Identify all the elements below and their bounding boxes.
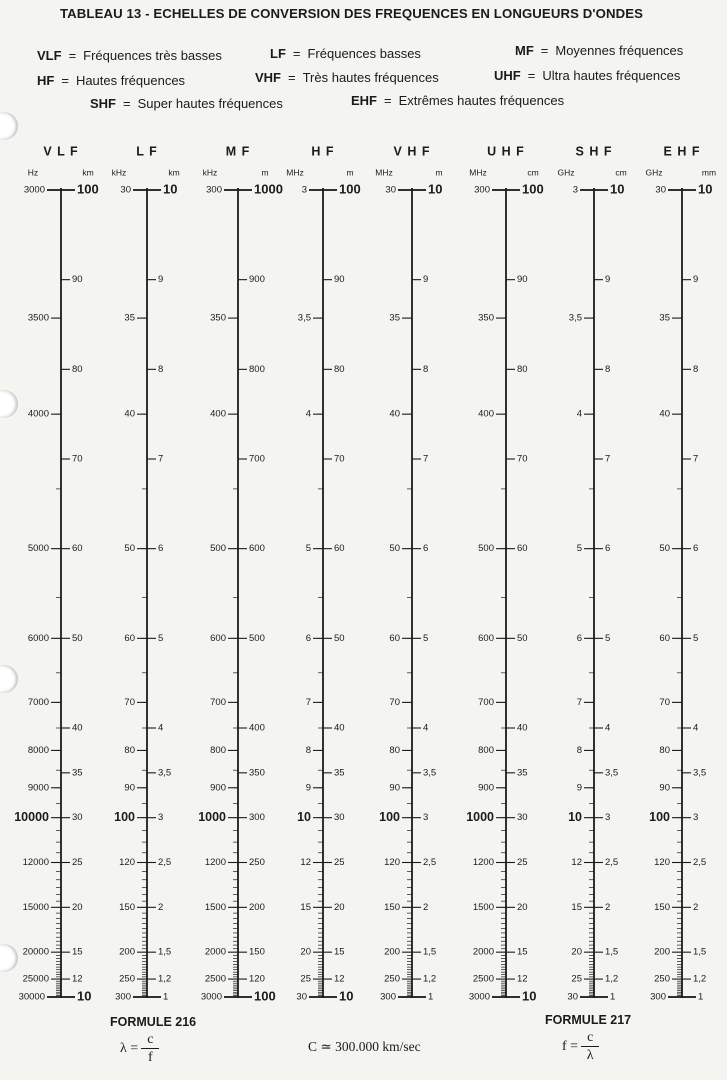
uhf-freq-label: 2000 <box>472 946 494 958</box>
uhf-freq-label: 700 <box>478 696 494 708</box>
shf-freq-label: 5 <box>576 543 582 555</box>
formula-216 <box>120 1032 159 1065</box>
hf-freq-label: 8 <box>305 744 311 756</box>
ehf-freq-label: 40 <box>659 408 670 420</box>
vhf-freq-label: 50 <box>389 543 400 555</box>
vhf-freq-label: 80 <box>389 744 400 756</box>
vlf-freq-label: 9000 <box>27 782 49 794</box>
vlf-wave-label: 12 <box>72 973 83 985</box>
hf-freq-label: 3 <box>301 184 307 196</box>
ehf-wave-label: 2,5 <box>693 857 707 869</box>
vlf-wave-label: 10 <box>77 988 92 1004</box>
mf-wave-label: 120 <box>249 973 265 985</box>
ehf-wave-label: 8 <box>693 363 699 375</box>
uhf-freq-label: 600 <box>478 632 494 644</box>
vhf-wave-label: 3,5 <box>423 767 437 779</box>
formula-216-fraction <box>141 1032 159 1065</box>
vhf-wave-label: 1,2 <box>423 973 437 985</box>
vlf-wave-label: 80 <box>72 363 83 375</box>
uhf-wave-label: 10 <box>522 988 537 1004</box>
lf-wave-label: 10 <box>163 181 178 197</box>
ehf-freq-label: 200 <box>654 946 670 958</box>
shf-freq-label: 20 <box>571 946 582 958</box>
vlf-wave-label: 70 <box>72 453 83 465</box>
lf-wave-label: 8 <box>158 363 164 375</box>
vlf-wave-label: 60 <box>72 543 83 555</box>
hf-freq-label: 30 <box>296 991 307 1003</box>
shf-freq-unit: GHz <box>557 167 575 178</box>
vhf-wave-label: 3 <box>423 812 429 824</box>
legend-text: Extrêmes hautes fréquences <box>398 93 565 108</box>
vhf-freq-unit: MHz <box>375 167 393 178</box>
ehf-freq-label: 50 <box>659 543 670 555</box>
hf-freq-label: 6 <box>305 632 311 644</box>
vhf-wave-label: 5 <box>423 632 429 644</box>
legend-text: Super hautes fréquences <box>137 96 283 111</box>
lf-freq-label: 150 <box>119 901 135 913</box>
vlf-freq-label: 20000 <box>22 946 49 958</box>
lf-wave-label: 6 <box>158 543 164 555</box>
uhf-freq-label: 500 <box>478 543 494 555</box>
uhf-wave-label: 50 <box>517 632 528 644</box>
shf-wave-label: 9 <box>605 274 611 286</box>
uhf-freq-label: 400 <box>478 408 494 420</box>
shf-freq-label: 15 <box>571 901 582 913</box>
formula-216-title: FORMULE 216 <box>110 1015 197 1029</box>
vlf-wave-label: 50 <box>72 632 83 644</box>
uhf-freq-label: 900 <box>478 782 494 794</box>
mf-wave-label: 800 <box>249 363 265 375</box>
hf-wave-label: 15 <box>334 946 345 958</box>
mf-freq-label: 3000 <box>200 991 222 1003</box>
hf-wave-label: 20 <box>334 901 345 913</box>
vhf-wave-label: 2 <box>423 901 429 913</box>
hf-scale-name: H F <box>311 144 335 159</box>
lf-wave-unit: km <box>168 167 180 178</box>
vlf-freq-unit: Hz <box>27 167 39 178</box>
shf-freq-label: 6 <box>576 632 582 644</box>
vlf-wave-label: 35 <box>72 767 83 779</box>
shf-wave-label: 2 <box>605 901 611 913</box>
hf-wave-label: 30 <box>334 812 345 824</box>
uhf-wave-label: 15 <box>517 946 528 958</box>
hf-wave-label: 90 <box>334 274 345 286</box>
ehf-freq-label: 30 <box>655 184 666 196</box>
vhf-scale-name: V H F <box>393 144 431 159</box>
ehf-wave-label: 3,5 <box>693 767 707 779</box>
ehf-wave-label: 1 <box>698 991 704 1003</box>
mf-scale-name: M F <box>225 144 251 159</box>
ehf-freq-label: 70 <box>659 696 670 708</box>
uhf-freq-label: 1200 <box>472 857 494 869</box>
lf-freq-label: 80 <box>124 744 135 756</box>
vhf-freq-label: 120 <box>384 857 400 869</box>
vlf-freq-label: 4000 <box>27 408 49 420</box>
lf-wave-label: 5 <box>158 632 164 644</box>
legend-abbr: EHF <box>351 93 377 108</box>
vlf-freq-label: 25000 <box>22 973 49 985</box>
uhf-freq-label: 350 <box>478 312 494 324</box>
ehf-scale-name: E H F <box>663 144 701 159</box>
mf-wave-label: 600 <box>249 543 265 555</box>
ehf-freq-label: 120 <box>654 857 670 869</box>
legend-eq: = <box>68 48 77 63</box>
mf-freq-unit: kHz <box>202 167 218 178</box>
lf-wave-label: 4 <box>158 722 164 734</box>
hf-freq-label: 3,5 <box>297 312 311 324</box>
mf-freq-label: 1000 <box>198 809 226 824</box>
legend-eq: = <box>61 73 69 88</box>
uhf-wave-label: 20 <box>517 901 528 913</box>
hf-freq-label: 4 <box>305 408 311 420</box>
legend-abbr: LF <box>270 46 286 61</box>
shf-wave-label: 8 <box>605 363 611 375</box>
light-speed-constant: C ≃ 300.000 km/sec <box>308 1039 421 1054</box>
uhf-freq-label: 1500 <box>472 901 494 913</box>
hf-wave-label: 80 <box>334 363 345 375</box>
formula-217-title: FORMULE 217 <box>545 1013 632 1027</box>
uhf-wave-unit: cm <box>527 167 539 178</box>
mf-freq-label: 2500 <box>204 973 226 985</box>
vlf-freq-label: 7000 <box>27 696 49 708</box>
uhf-freq-label: 800 <box>478 744 494 756</box>
mf-wave-label: 700 <box>249 453 265 465</box>
uhf-freq-unit: MHz <box>469 167 487 178</box>
vlf-wave-label: 20 <box>72 901 83 913</box>
hf-freq-label: 12 <box>300 857 311 869</box>
uhf-freq-label: 2500 <box>472 973 494 985</box>
lf-freq-label: 30 <box>120 184 131 196</box>
mf-freq-label: 400 <box>210 408 226 420</box>
mf-freq-label: 2000 <box>204 946 226 958</box>
ehf-wave-label: 9 <box>693 274 699 286</box>
shf-freq-label: 30 <box>567 991 578 1003</box>
uhf-wave-label: 25 <box>517 857 528 869</box>
formula-216-lhs: λ = <box>120 1040 139 1056</box>
uhf-wave-label: 30 <box>517 812 528 824</box>
vhf-wave-label: 6 <box>423 543 429 555</box>
vlf-freq-label: 30000 <box>18 991 45 1003</box>
legend-abbr: UHF <box>494 68 521 83</box>
mf-wave-label: 100 <box>254 988 276 1004</box>
mf-freq-label: 900 <box>210 782 226 794</box>
vlf-wave-label: 30 <box>72 812 83 824</box>
ehf-freq-label: 100 <box>649 809 670 824</box>
shf-wave-label: 4 <box>605 722 611 734</box>
hf-wave-label: 25 <box>334 857 345 869</box>
vlf-wave-label: 25 <box>72 857 83 869</box>
shf-freq-label: 3,5 <box>568 312 582 324</box>
legend-abbr: HF <box>37 73 55 88</box>
vlf-wave-label: 40 <box>72 722 83 734</box>
vlf-freq-label: 12000 <box>22 857 49 869</box>
lf-freq-label: 50 <box>124 543 135 555</box>
vhf-wave-label: 10 <box>428 181 443 197</box>
vhf-wave-label: 1 <box>428 991 434 1003</box>
vhf-wave-label: 9 <box>423 274 429 286</box>
vhf-freq-label: 300 <box>380 991 396 1003</box>
shf-freq-label: 8 <box>576 744 582 756</box>
legend-eq: = <box>384 93 392 108</box>
ehf-freq-label: 150 <box>654 901 670 913</box>
hf-wave-label: 100 <box>339 181 361 197</box>
mf-wave-label: 300 <box>249 812 265 824</box>
ehf-freq-label: 300 <box>650 991 666 1003</box>
mf-freq-label: 800 <box>210 744 226 756</box>
shf-wave-label: 3 <box>605 812 611 824</box>
ehf-wave-unit: mm <box>701 167 717 178</box>
shf-wave-label: 7 <box>605 453 611 465</box>
lf-wave-label: 9 <box>158 274 164 286</box>
vlf-wave-label: 100 <box>77 181 99 197</box>
mf-freq-label: 300 <box>206 184 222 196</box>
vhf-freq-label: 250 <box>384 973 400 985</box>
shf-freq-label: 25 <box>571 973 582 985</box>
uhf-wave-label: 12 <box>517 973 528 985</box>
legend-abbr: SHF <box>90 96 116 111</box>
shf-freq-label: 7 <box>576 696 582 708</box>
lf-freq-label: 300 <box>115 991 131 1003</box>
vlf-freq-label: 5000 <box>27 543 49 555</box>
lf-wave-label: 7 <box>158 453 164 465</box>
legend-eq: = <box>292 46 301 61</box>
shf-wave-label: 1,2 <box>605 973 619 985</box>
lf-wave-label: 2,5 <box>158 857 172 869</box>
vlf-freq-label: 8000 <box>27 744 49 756</box>
legend-text: Hautes fréquences <box>75 73 186 88</box>
lf-wave-label: 1 <box>163 991 169 1003</box>
mf-wave-label: 150 <box>249 946 265 958</box>
vhf-freq-label: 150 <box>384 901 400 913</box>
hf-wave-label: 70 <box>334 453 345 465</box>
vhf-freq-label: 35 <box>389 312 400 324</box>
lf-freq-unit: kHz <box>111 167 127 178</box>
shf-scale-name: S H F <box>575 144 613 159</box>
shf-wave-label: 2,5 <box>605 857 619 869</box>
mf-freq-label: 500 <box>210 543 226 555</box>
ehf-wave-label: 4 <box>693 722 699 734</box>
ehf-wave-label: 10 <box>698 181 713 197</box>
ehf-wave-label: 3 <box>693 812 699 824</box>
hf-wave-label: 40 <box>334 722 345 734</box>
shf-freq-label: 12 <box>571 857 582 869</box>
uhf-wave-label: 80 <box>517 363 528 375</box>
uhf-wave-label: 70 <box>517 453 528 465</box>
uhf-wave-label: 35 <box>517 767 528 779</box>
formula-216-numerator: c <box>141 1032 159 1049</box>
ehf-wave-label: 6 <box>693 543 699 555</box>
vlf-freq-label: 6000 <box>27 632 49 644</box>
ehf-wave-label: 5 <box>693 632 699 644</box>
lf-freq-label: 60 <box>124 632 135 644</box>
lf-scale-name: L F <box>136 144 158 159</box>
formula-217-numerator: c <box>581 1030 599 1047</box>
mf-wave-label: 250 <box>249 857 265 869</box>
mf-wave-label: 400 <box>249 722 265 734</box>
mf-wave-label: 500 <box>249 632 265 644</box>
shf-freq-label: 9 <box>576 782 582 794</box>
formula-216-denominator: f <box>147 1050 153 1065</box>
legend-text: Ultra hautes fréquences <box>542 68 681 83</box>
ehf-freq-unit: GHz <box>645 167 663 178</box>
uhf-scale-name: U H F <box>487 144 525 159</box>
lf-wave-label: 1,2 <box>158 973 172 985</box>
legend-eq: = <box>288 70 296 85</box>
mf-wave-label: 1000 <box>254 181 283 197</box>
legend-abbr: VHF <box>255 70 281 85</box>
vhf-wave-label: 4 <box>423 722 429 734</box>
lf-freq-label: 40 <box>124 408 135 420</box>
page-title: TABLEAU 13 - ECHELLES DE CONVERSION DES FREQUENCES EN LONGUEURS D'ONDES <box>60 6 643 21</box>
hf-freq-label: 25 <box>300 973 311 985</box>
formula-217-fraction <box>581 1030 599 1063</box>
mf-wave-label: 900 <box>249 274 265 286</box>
lf-freq-label: 120 <box>119 857 135 869</box>
vlf-wave-unit: km <box>82 167 94 178</box>
legend-text: Très hautes fréquences <box>302 70 439 85</box>
shf-wave-label: 10 <box>610 181 625 197</box>
shf-wave-label: 1 <box>610 991 616 1003</box>
mf-freq-label: 1500 <box>204 901 226 913</box>
vlf-freq-label: 10000 <box>14 809 49 824</box>
ehf-freq-label: 35 <box>659 312 670 324</box>
vhf-wave-label: 8 <box>423 363 429 375</box>
vhf-freq-label: 70 <box>389 696 400 708</box>
vhf-freq-label: 100 <box>379 809 400 824</box>
shf-freq-label: 4 <box>576 408 582 420</box>
hf-freq-unit: MHz <box>286 167 304 178</box>
uhf-freq-label: 300 <box>474 184 490 196</box>
hf-wave-label: 12 <box>334 973 345 985</box>
formula-217 <box>562 1030 599 1063</box>
legend-eq: = <box>540 43 549 58</box>
vlf-freq-label: 15000 <box>22 901 49 913</box>
legend-text: Fréquences basses <box>307 46 421 61</box>
legend-text: Moyennes fréquences <box>555 43 684 58</box>
ehf-wave-label: 1,2 <box>693 973 707 985</box>
uhf-wave-label: 100 <box>522 181 544 197</box>
hf-freq-label: 15 <box>300 901 311 913</box>
mf-freq-label: 600 <box>210 632 226 644</box>
legend-abbr: MF <box>515 43 534 58</box>
uhf-wave-label: 60 <box>517 543 528 555</box>
vhf-freq-label: 60 <box>389 632 400 644</box>
lf-wave-label: 3 <box>158 812 164 824</box>
ehf-wave-label: 1,5 <box>693 946 707 958</box>
mf-wave-label: 200 <box>249 901 265 913</box>
mf-freq-label: 1200 <box>204 857 226 869</box>
hf-freq-label: 7 <box>305 696 311 708</box>
vlf-scale-name: V L F <box>43 144 79 159</box>
ehf-wave-label: 2 <box>693 901 699 913</box>
hf-freq-label: 9 <box>305 782 311 794</box>
hf-freq-label: 10 <box>297 809 311 824</box>
uhf-wave-label: 40 <box>517 722 528 734</box>
lf-freq-label: 35 <box>124 312 135 324</box>
mf-wave-unit: m <box>261 167 269 178</box>
legend-eq: = <box>527 68 536 83</box>
vhf-wave-label: 1,5 <box>423 946 437 958</box>
shf-wave-unit: cm <box>615 167 627 178</box>
ehf-freq-label: 90 <box>659 782 670 794</box>
shf-wave-label: 6 <box>605 543 611 555</box>
shf-wave-label: 1,5 <box>605 946 619 958</box>
vhf-freq-label: 90 <box>389 782 400 794</box>
uhf-freq-label: 3000 <box>468 991 490 1003</box>
uhf-wave-label: 90 <box>517 274 528 286</box>
ehf-freq-label: 80 <box>659 744 670 756</box>
lf-wave-label: 3,5 <box>158 767 172 779</box>
vlf-freq-label: 3500 <box>27 312 49 324</box>
hf-wave-label: 10 <box>339 988 354 1004</box>
ehf-freq-label: 250 <box>654 973 670 985</box>
shf-freq-label: 3 <box>572 184 578 196</box>
shf-freq-label: 10 <box>568 809 582 824</box>
ehf-freq-label: 60 <box>659 632 670 644</box>
vlf-freq-label: 3000 <box>23 184 45 196</box>
shf-wave-label: 3,5 <box>605 767 619 779</box>
vhf-wave-label: 7 <box>423 453 429 465</box>
vhf-freq-label: 30 <box>385 184 396 196</box>
hf-wave-label: 35 <box>334 767 345 779</box>
hf-wave-label: 50 <box>334 632 345 644</box>
shf-wave-label: 5 <box>605 632 611 644</box>
legend-abbr: VLF <box>37 48 62 63</box>
formula-217-denominator: λ <box>586 1048 594 1063</box>
hf-freq-label: 20 <box>300 946 311 958</box>
uhf-freq-label: 1000 <box>466 809 494 824</box>
ehf-wave-label: 7 <box>693 453 699 465</box>
hf-wave-label: 60 <box>334 543 345 555</box>
legend-eq: = <box>123 96 131 111</box>
formula-217-lhs: f = <box>562 1038 579 1054</box>
mf-freq-label: 350 <box>210 312 226 324</box>
mf-freq-label: 700 <box>210 696 226 708</box>
vhf-freq-label: 200 <box>384 946 400 958</box>
hf-freq-label: 5 <box>305 543 311 555</box>
lf-freq-label: 250 <box>119 973 135 985</box>
lf-freq-label: 90 <box>124 782 135 794</box>
vlf-wave-label: 15 <box>72 946 83 958</box>
legend-text: Fréquences très basses <box>83 48 222 63</box>
vhf-wave-label: 2,5 <box>423 857 437 869</box>
vhf-freq-label: 40 <box>389 408 400 420</box>
mf-wave-label: 350 <box>249 767 265 779</box>
lf-freq-label: 70 <box>124 696 135 708</box>
hf-wave-unit: m <box>346 167 354 178</box>
lf-freq-label: 200 <box>119 946 135 958</box>
vlf-wave-label: 90 <box>72 274 83 286</box>
lf-wave-label: 2 <box>158 901 164 913</box>
vhf-wave-unit: m <box>435 167 443 178</box>
lf-wave-label: 1,5 <box>158 946 172 958</box>
lf-freq-label: 100 <box>114 809 135 824</box>
